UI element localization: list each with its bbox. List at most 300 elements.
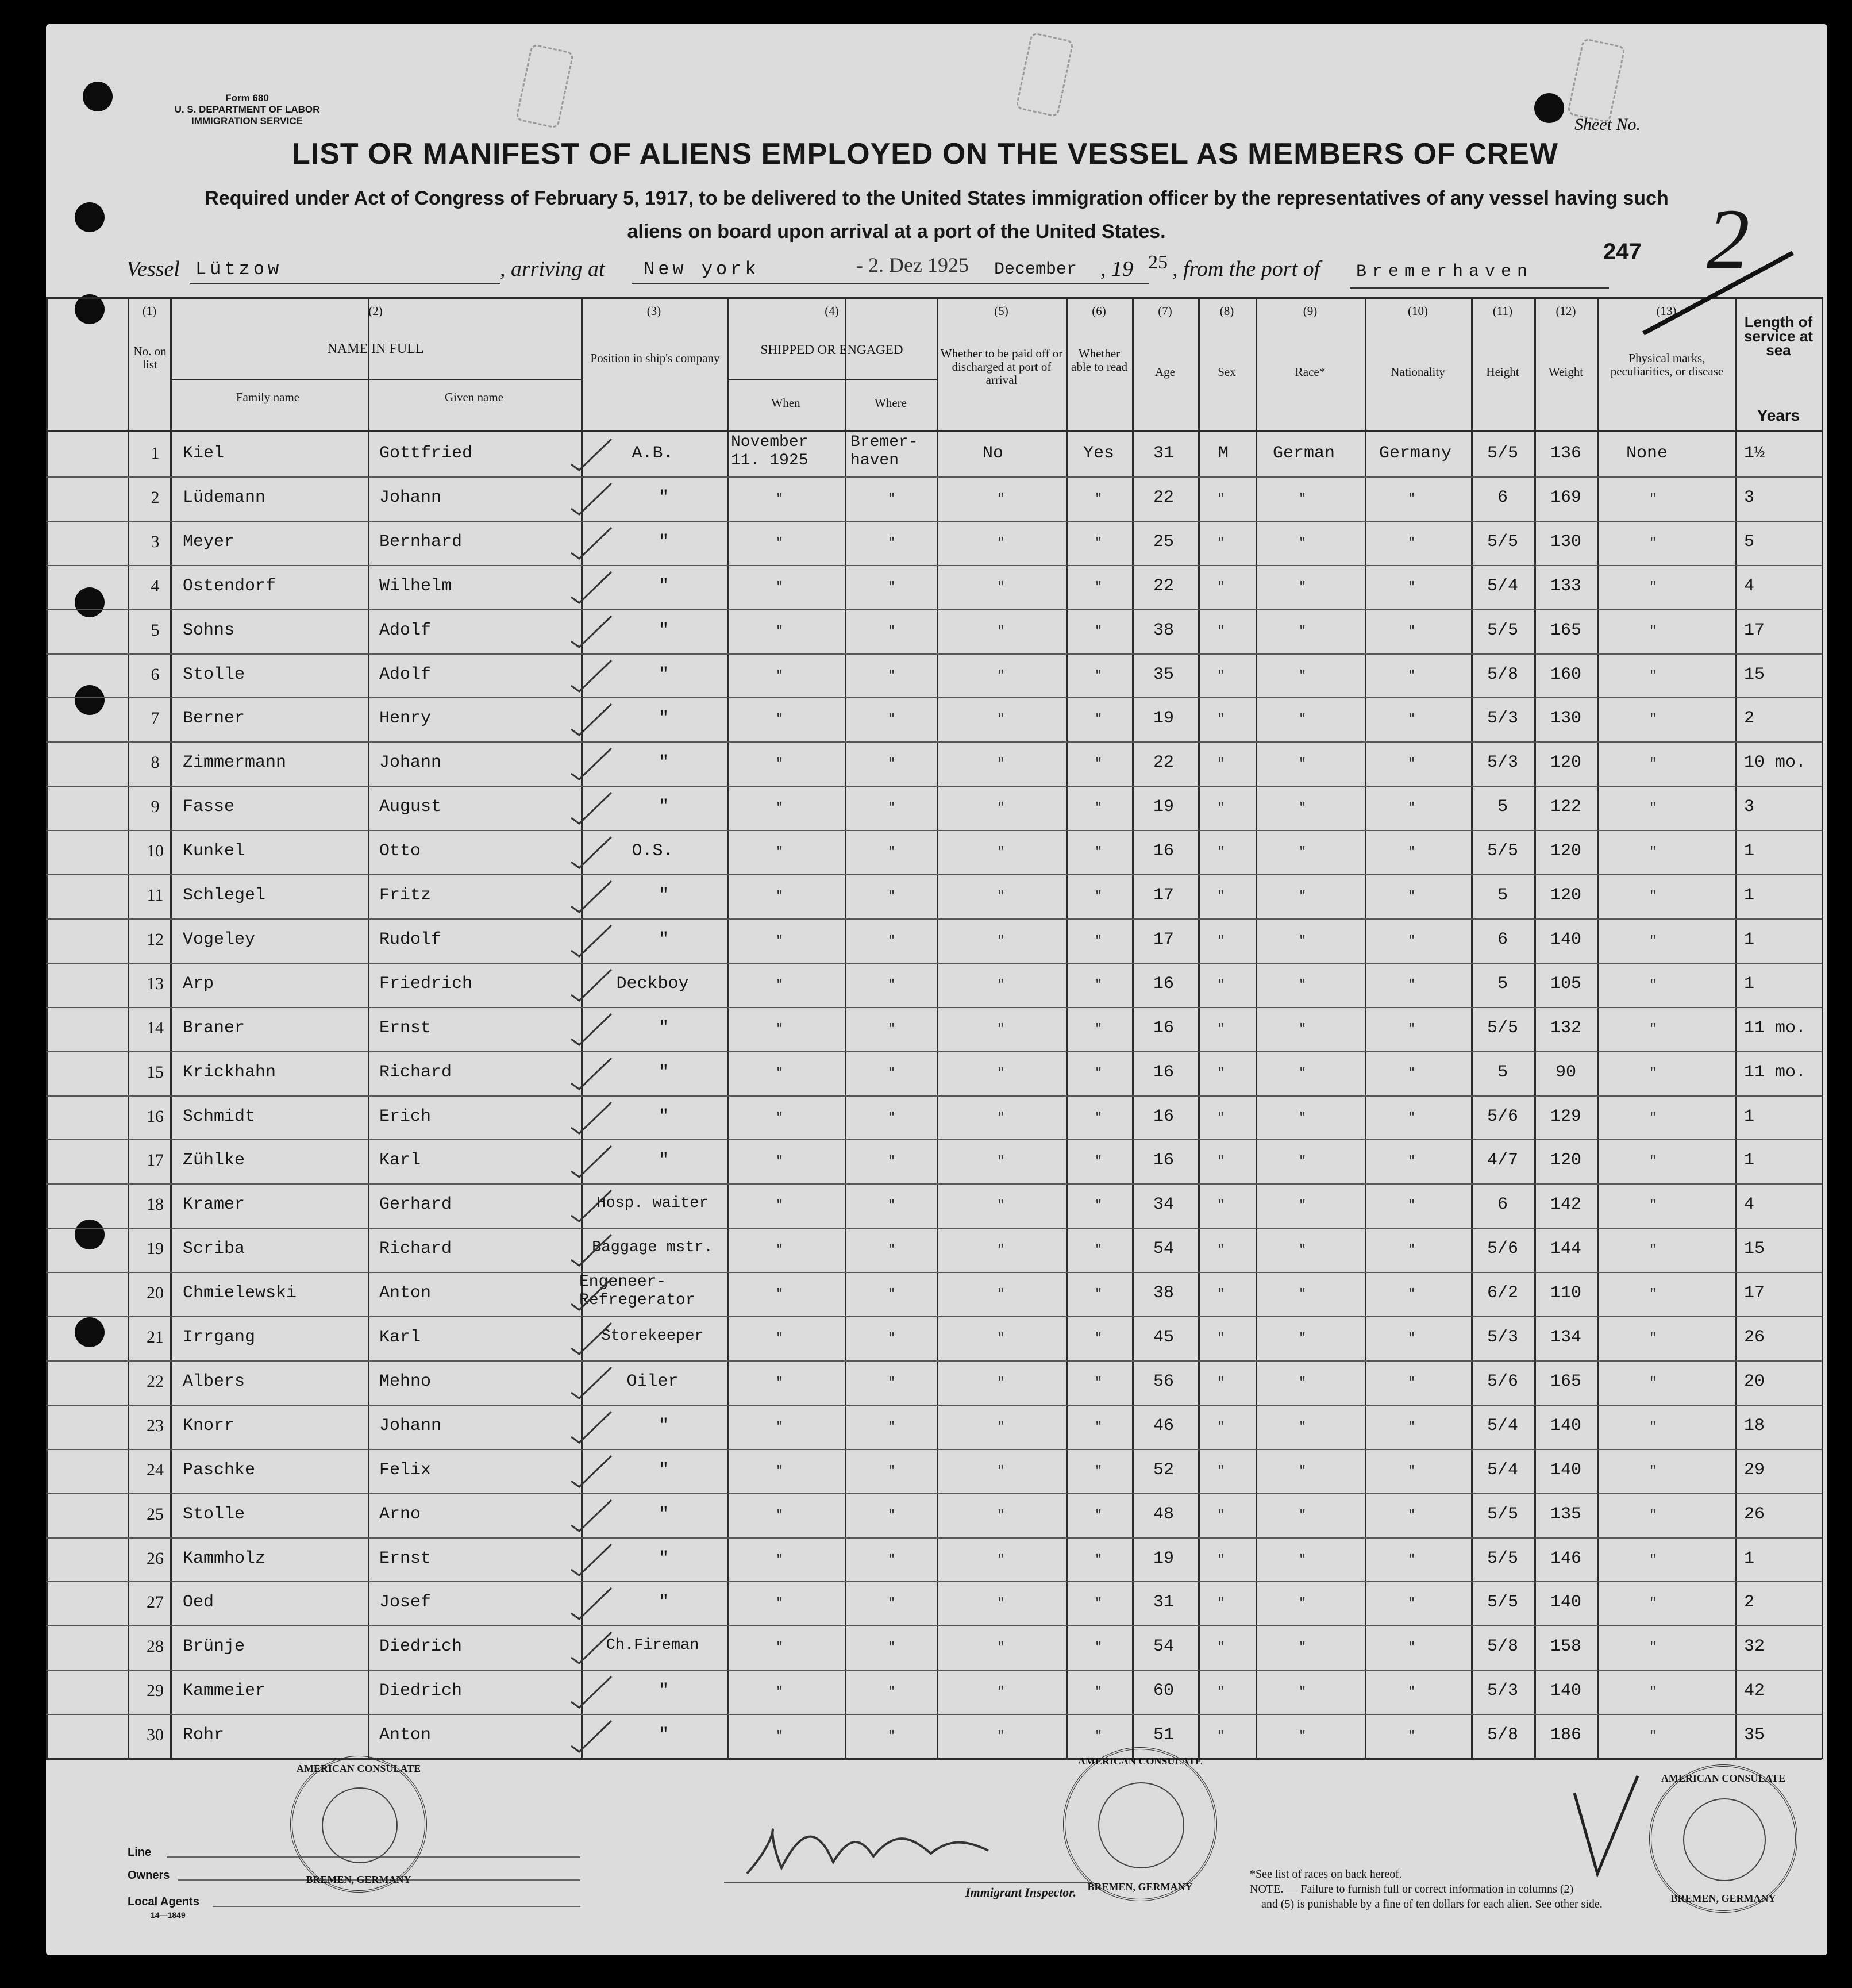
row-number: 29 [147,1681,164,1701]
years-at-sea: 42 [1744,1681,1765,1701]
height: 5/5 [1487,444,1518,463]
row-rule [46,1183,1822,1185]
row-number: 7 [151,709,160,728]
sex-ditto: " [1217,1287,1225,1302]
years-at-sea: 2 [1744,1593,1755,1613]
race-ditto: " [1299,1066,1307,1080]
shipped-where-ditto: " [888,712,896,727]
inspector-signature [724,1799,1000,1885]
sex-ditto: " [1217,1640,1225,1655]
row-rule [46,565,1822,566]
sex-ditto: " [1217,933,1225,948]
sex-ditto: " [1217,1685,1225,1699]
nationality-ditto: " [1408,801,1416,816]
race-ditto: " [1299,668,1307,683]
shipped-when-ditto: " [776,712,784,727]
consulate-seal: AMERICAN CONSULATE BREMEN, GERMANY [290,1756,427,1893]
race-ditto: " [1299,535,1307,550]
nationality-ditto: " [1408,1419,1416,1434]
race: German [1273,444,1335,463]
weight: 135 [1550,1504,1581,1524]
position: " [658,1062,669,1082]
sheet-number-label: Sheet No. [1574,115,1641,134]
row-rule [46,918,1822,920]
position: " [658,1416,669,1436]
col-name-in-full: NAME IN FULL [327,341,424,356]
nationality-ditto: " [1408,624,1416,639]
position: " [658,487,669,507]
shipped-where-ditto: " [888,801,896,816]
given-name: Ernst [379,1018,432,1038]
age: 16 [1153,1018,1174,1038]
consulate-seal: AMERICAN CONSULATE BREMEN, GERMANY [1063,1747,1217,1901]
paid-off-ditto: " [997,1375,1005,1390]
shipped-when-ditto: " [776,1419,784,1434]
age: 25 [1153,532,1174,552]
physical-marks-ditto: " [1649,1463,1657,1478]
age: 17 [1153,929,1174,949]
col-given-name: Given name [444,390,504,404]
age: 19 [1153,797,1174,817]
shipped-when-ditto: " [776,1198,784,1213]
check-tick-icon [569,836,615,870]
sex-ditto: " [1217,1066,1225,1080]
age: 51 [1153,1725,1174,1745]
physical-marks-ditto: " [1649,977,1657,992]
form-number: Form 680 [225,93,269,103]
row-rule [46,1493,1822,1494]
able-to-read-ditto: " [1095,1508,1103,1522]
table-top-border [46,297,1822,299]
years-at-sea: 1 [1744,841,1755,862]
col-9-number: (9) [1303,304,1318,318]
column-rule [1597,297,1599,1759]
age: 48 [1153,1504,1174,1524]
from-port: Bremerhaven [1356,262,1534,282]
years-at-sea: 1 [1744,929,1755,949]
column-rule [1534,297,1536,1759]
years-at-sea: 32 [1744,1637,1765,1657]
able-to-read-ditto: " [1095,1685,1103,1699]
row-rule [46,1139,1822,1140]
years-at-sea: 10 mo. [1744,753,1807,773]
family-name: Paschke [183,1460,256,1480]
age: 52 [1153,1460,1174,1480]
given-name: Gottfried [379,444,473,463]
position: " [658,1593,669,1613]
weight: 105 [1550,974,1581,994]
physical-marks-ditto: " [1649,889,1657,903]
consulate-seal: AMERICAN CONSULATE BREMEN, GERMANY [1649,1764,1797,1913]
paid-off-ditto: " [997,1198,1005,1213]
tape-mark [1567,38,1626,124]
family-name: Ostendorf [183,576,276,596]
col-7-number: (7) [1158,304,1172,318]
check-tick-icon [569,615,615,649]
row-rule [46,1581,1822,1582]
family-name: Arp [183,974,214,994]
physical-marks-ditto: " [1649,801,1657,816]
shipped-where-ditto: " [888,1154,896,1169]
given-name: Bernhard [379,532,463,552]
given-name: Felix [379,1460,432,1480]
position: Deckboy [616,974,689,994]
shipped-when-ditto: " [776,1375,784,1390]
shipped-when-ditto: " [776,491,784,506]
nationality-ditto: " [1408,1287,1416,1302]
weight: 130 [1550,709,1581,729]
years-at-sea: 4 [1744,576,1755,596]
years-at-sea: 5 [1744,532,1755,552]
given-name: Arno [379,1504,421,1524]
punch-hole [1534,93,1564,123]
weight: 140 [1550,1416,1581,1436]
physical-marks-ditto: " [1649,1110,1657,1125]
years-at-sea: 26 [1744,1504,1765,1524]
row-number: 17 [147,1151,164,1170]
family-name: Braner [183,1018,245,1038]
age: 35 [1153,664,1174,685]
form-code: 14—1849 [151,1910,186,1920]
shipped-when-ditto: " [776,1596,784,1611]
physical-marks-ditto: " [1649,1066,1657,1080]
sex-ditto: " [1217,977,1225,992]
sex-ditto: " [1217,1596,1225,1611]
paid-off-ditto: " [997,1419,1005,1434]
paid-off-ditto: " [997,801,1005,816]
weight: 140 [1550,929,1581,949]
height: 5/6 [1487,1106,1518,1126]
years-at-sea: 15 [1744,1239,1765,1259]
tape-mark [515,44,575,129]
weight: 186 [1550,1725,1581,1745]
family-name: Albers [183,1371,245,1391]
shipped-when-ditto: " [776,535,784,550]
weight: 90 [1555,1062,1576,1082]
able-to-read: Yes [1083,444,1115,463]
check-tick-icon [569,1675,615,1710]
shipped-where-ditto: " [888,845,896,860]
able-to-read-ditto: " [1095,1287,1103,1302]
given-name: Josef [379,1593,432,1613]
position: Baggage mstr. [592,1239,713,1257]
family-name: Schlegel [183,886,266,905]
race-ditto: " [1299,801,1307,816]
height: 5/3 [1487,753,1518,773]
row-rule [46,1360,1822,1362]
family-name: Zimmermann [183,753,287,773]
punch-hole [75,685,105,715]
vessel-underline [190,283,500,284]
height: 5/4 [1487,1416,1518,1436]
able-to-read-ditto: " [1095,1154,1103,1169]
physical-marks-ditto: " [1649,1375,1657,1390]
race-ditto: " [1299,1552,1307,1567]
paid-off-ditto: " [997,1685,1005,1699]
age: 19 [1153,709,1174,729]
physical-marks-ditto: " [1649,1729,1657,1744]
race-ditto: " [1299,712,1307,727]
years-at-sea: 18 [1744,1416,1765,1436]
family-name: Kunkel [183,841,245,862]
sex-ditto: " [1217,1198,1225,1213]
nationality-ditto: " [1408,889,1416,903]
sex-ditto: " [1217,1419,1225,1434]
shipped-where-ditto: " [888,1419,896,1434]
shipped-when-ditto: " [776,1243,784,1258]
years-at-sea: 1 [1744,974,1755,994]
footnote-penalty-1: NOTE. — Failure to furnish full or correct information in columns (2) [1250,1883,1574,1895]
row-number: 12 [147,929,164,949]
shipped-when-ditto: " [776,1685,784,1699]
weight: 142 [1550,1195,1581,1215]
row-rule [46,697,1822,698]
age: 38 [1153,1283,1174,1303]
row-rule [46,521,1822,522]
nationality-ditto: " [1408,1685,1416,1699]
shipped-where-ditto: " [888,1021,896,1036]
row-number: 22 [147,1371,164,1391]
sex-ditto: " [1217,535,1225,550]
row-rule [46,1095,1822,1097]
column-rule [1822,297,1823,1759]
arriving-label: , arriving at [500,257,605,281]
race-ditto: " [1299,1463,1307,1478]
race-ditto: " [1299,933,1307,948]
check-tick-icon [569,703,615,737]
position: " [658,1681,669,1701]
nationality-ditto: " [1408,1198,1416,1213]
row-rule [46,476,1822,478]
sex: M [1218,444,1229,463]
weight: 146 [1550,1548,1581,1568]
check-tick-icon [569,924,615,959]
race-ditto: " [1299,977,1307,992]
paid-off-ditto: " [997,712,1005,727]
nationality-ditto: " [1408,756,1416,771]
weight: 140 [1550,1460,1581,1480]
sex-ditto: " [1217,1331,1225,1345]
height: 5/5 [1487,1018,1518,1038]
able-to-read-ditto: " [1095,1552,1103,1567]
check-tick-icon [569,482,615,517]
family-name: Krickhahn [183,1062,276,1082]
nationality-ditto: " [1408,1596,1416,1611]
physical-marks-ditto: " [1649,624,1657,639]
position: " [658,620,669,640]
row-number: 11 [147,886,164,905]
vessel-name: Lützow [195,259,283,280]
physical-marks-ditto: " [1649,1508,1657,1522]
col-sex: Sex [1218,365,1236,379]
column-rule [368,297,369,1759]
position: " [658,1548,669,1568]
age: 16 [1153,974,1174,994]
age: 16 [1153,1151,1174,1171]
row-rule [46,874,1822,875]
nationality-ditto: " [1408,535,1416,550]
shipped-where-ditto: " [888,624,896,639]
family-name: Kammholz [183,1548,266,1568]
arriving-port: New york [644,259,760,280]
check-tick-icon [569,1101,615,1136]
from-port-underline [1350,287,1609,289]
physical-marks-ditto: " [1649,1154,1657,1169]
check-tick-icon [569,747,615,782]
shipped-when-ditto: " [776,889,784,903]
service-line: IMMIGRATION SERVICE [191,116,303,126]
row-rule [46,1537,1822,1539]
shipped-where-ditto: " [888,1198,896,1213]
able-to-read-ditto: " [1095,491,1103,506]
family-name: Knorr [183,1416,235,1436]
years-at-sea: 35 [1744,1725,1765,1745]
family-name: Schmidt [183,1106,256,1126]
shipped-when-ditto: " [776,1640,784,1655]
weight: 140 [1550,1681,1581,1701]
height: 5/4 [1487,576,1518,596]
age: 16 [1153,1062,1174,1082]
height: 4/7 [1487,1151,1518,1171]
paid-off-ditto: " [997,1021,1005,1036]
position: Storekeeper [601,1328,704,1345]
weight: 132 [1550,1018,1581,1038]
shipped-when-ditto: " [776,1508,784,1522]
col-6-number: (6) [1092,304,1106,318]
nationality: Germany [1379,444,1452,463]
check-tick-icon [569,1631,615,1666]
weight: 120 [1550,1151,1581,1171]
years-at-sea: 17 [1744,620,1765,640]
physical-marks-ditto: " [1649,712,1657,727]
shipped-when-ditto: " [776,845,784,860]
agents-underline [213,1906,580,1907]
shipped-where-ditto: " [888,1110,896,1125]
row-rule [46,1007,1822,1008]
sex-ditto: " [1217,1110,1225,1125]
paid-off-ditto: " [997,1552,1005,1567]
nationality-ditto: " [1408,579,1416,594]
years-at-sea: 11 mo. [1744,1018,1807,1038]
position: " [658,1106,669,1126]
given-name: Mehno [379,1371,432,1391]
paid-off-ditto: " [997,977,1005,992]
race-ditto: " [1299,1640,1307,1655]
shipped-where-ditto: " [888,1685,896,1699]
family-name: Brünje [183,1637,245,1657]
shipped-when-ditto: " [776,756,784,771]
age: 54 [1153,1637,1174,1657]
nationality-ditto: " [1408,1640,1416,1655]
row-number: 24 [147,1460,164,1479]
nationality-ditto: " [1408,668,1416,683]
age: 45 [1153,1328,1174,1347]
col-position: Position in ship's company [590,351,720,365]
col-11-number: (11) [1492,304,1513,318]
sex-ditto: " [1217,1463,1225,1478]
column-rule [937,297,938,1759]
row-number: 1 [151,444,160,463]
race-ditto: " [1299,845,1307,860]
able-to-read-ditto: " [1095,1243,1103,1258]
column-rule [1471,297,1473,1759]
weight: 165 [1550,1371,1581,1391]
height: 5/5 [1487,532,1518,552]
row-rule [46,963,1822,964]
height: 5/5 [1487,841,1518,862]
age: 31 [1153,444,1174,463]
able-to-read-ditto: " [1095,624,1103,639]
position: " [658,886,669,905]
shipped-where-ditto: " [888,933,896,948]
weight: 160 [1550,664,1581,685]
shipped-where-ditto: " [888,1640,896,1655]
position: Ch.Fireman [606,1637,699,1655]
check-tick-icon [569,1013,615,1047]
check-tick-icon [569,880,615,914]
sex-ditto: " [1217,1729,1225,1744]
height: 6 [1497,1195,1508,1215]
able-to-read-ditto: " [1095,889,1103,903]
local-agents-label: Local Agents [128,1895,199,1908]
able-to-read-ditto: " [1095,801,1103,816]
check-tick-icon [569,1499,615,1533]
paid-off: No [983,444,1004,463]
family-name: Chmielewski [183,1283,297,1303]
position: Refregerator [579,1291,695,1310]
row-number: 2 [151,487,160,507]
paid-off-ditto: " [997,1110,1005,1125]
row-rule [46,653,1822,655]
col-family-name: Family name [236,390,300,404]
sex-ditto: " [1217,756,1225,771]
height: 5/3 [1487,709,1518,729]
age: 22 [1153,753,1174,773]
shipped-where-ditto: " [888,889,896,903]
row-number: 16 [147,1106,164,1126]
height: 5/5 [1487,1593,1518,1613]
header-bottom-border [46,430,1822,432]
able-to-read-ditto: " [1095,756,1103,771]
years-at-sea: 1 [1744,1548,1755,1568]
signature-underline [724,1882,1092,1883]
check-tick-icon [569,1057,615,1091]
family-name: Stolle [183,1504,245,1524]
row-rule [46,1228,1822,1229]
col-shipped-or-engaged: SHIPPED OR ENGAGED [760,343,903,357]
row-number: 18 [147,1195,164,1214]
weight: 122 [1550,797,1581,817]
position: " [658,1018,669,1038]
nationality-ditto: " [1408,1066,1416,1080]
manifest-number: 247 [1603,239,1642,264]
able-to-read-ditto: " [1095,668,1103,683]
punch-hole [75,1317,105,1347]
years-at-sea: 29 [1744,1460,1765,1480]
shipped-when-ditto: " [776,977,784,992]
shipped-when-ditto: " [776,668,784,683]
shipped-where-ditto: " [888,491,896,506]
position: Engeneer- [579,1273,667,1291]
weight: 140 [1550,1593,1581,1613]
given-name: Richard [379,1062,452,1082]
row-number: 15 [147,1062,164,1082]
row-rule [46,1449,1822,1450]
family-name: Oed [183,1593,214,1613]
paid-off-ditto: " [997,491,1005,506]
footnote-penalty-2: and (5) is punishable by a fine of ten dollars for each alien. See other side. [1261,1898,1603,1910]
col-no-on-list: No. on list [133,344,167,372]
